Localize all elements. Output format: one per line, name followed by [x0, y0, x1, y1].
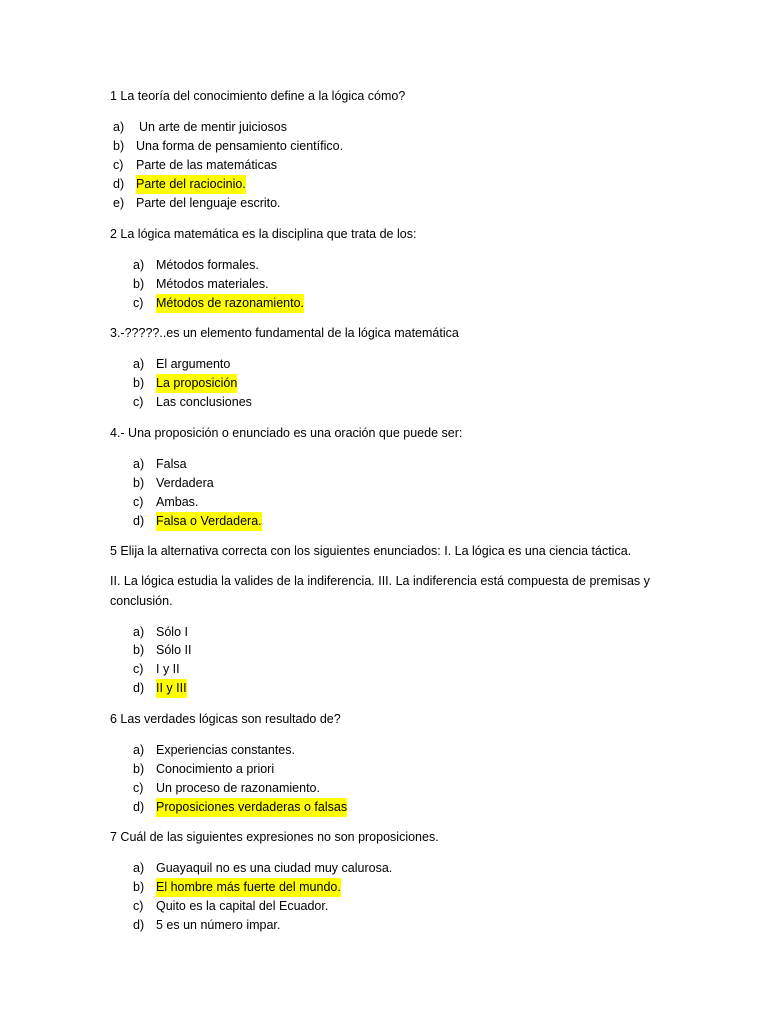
question-3-text: 3.-?????..es un elemento fundamental de la lógica matemática: [110, 326, 459, 340]
option-label: e): [113, 196, 125, 210]
option-label: c): [133, 495, 144, 509]
option-label: a): [133, 258, 145, 272]
option-text: Una forma de pensamiento científico.: [136, 139, 344, 153]
question-2-text: 2 La lógica matemática es la disciplina que trata de los:: [110, 227, 417, 241]
option-text: Métodos formales.: [156, 258, 259, 272]
option-label: c): [133, 899, 144, 913]
option-text: Parte de las matemáticas: [136, 158, 278, 172]
option-text-highlighted: La proposición: [156, 374, 237, 393]
option-label: c): [133, 296, 144, 310]
option-label: c): [113, 158, 124, 172]
option-text: Métodos materiales.: [156, 277, 269, 291]
option-text: Las conclusiones: [156, 395, 252, 409]
option-text: I y II: [156, 662, 180, 676]
option-label: b): [113, 139, 125, 153]
option-label: b): [133, 277, 145, 291]
option-label: a): [113, 120, 125, 134]
option-text: Un arte de mentir juiciosos: [139, 120, 287, 134]
option-text-highlighted: Falsa o Verdadera.: [156, 512, 262, 531]
option-label: a): [133, 357, 145, 371]
option-label: a): [133, 625, 145, 639]
option-text: Quito es la capital del Ecuador.: [156, 899, 329, 913]
option-label: c): [133, 395, 144, 409]
option-text: Parte del lenguaje escrito.: [136, 196, 281, 210]
option-label: c): [133, 781, 144, 795]
option-text: Conocimiento a priori: [156, 762, 275, 776]
option-text: Sólo I: [156, 625, 188, 639]
question-5-statements: II. La lógica estudia la valides de la indiferencia. III. La indiferencia está compuesta de premisas y conclusión.: [110, 574, 650, 608]
option-text: Guayaquil no es una ciudad muy calurosa.: [156, 861, 393, 875]
option-label: b): [133, 476, 145, 490]
option-text: 5 es un número impar.: [156, 918, 281, 932]
option-text-highlighted: Proposiciones verdaderas o falsas: [156, 798, 347, 817]
option-text: Sólo II: [156, 643, 192, 657]
option-label: d): [133, 681, 145, 695]
option-label: b): [133, 762, 145, 776]
option-text-highlighted: Parte del raciocinio.: [136, 175, 246, 194]
question-1-text: 1 La teoría del conocimiento define a la lógica cómo?: [110, 89, 406, 103]
option-label: b): [133, 376, 145, 390]
option-text: Verdadera: [156, 476, 214, 490]
option-text-highlighted: El hombre más fuerte del mundo.: [156, 878, 341, 897]
option-label: d): [133, 800, 145, 814]
option-label: d): [133, 918, 145, 932]
option-label: d): [133, 514, 145, 528]
option-text: Falsa: [156, 457, 187, 471]
option-label: d): [113, 177, 125, 191]
option-text-highlighted: Métodos de razonamiento.: [156, 294, 304, 313]
question-4-text: 4.- Una proposición o enunciado es una oración que puede ser:: [110, 426, 463, 440]
option-text: Ambas.: [156, 495, 199, 509]
option-label: a): [133, 861, 145, 875]
option-text: El argumento: [156, 357, 231, 371]
option-label: a): [133, 743, 145, 757]
option-label: c): [133, 662, 144, 676]
question-5-text: 5 Elija la alternativa correcta con los siguientes enunciados: I. La lógica es una ciencia táctica.: [110, 544, 632, 558]
question-7-text: 7 Cuál de las siguientes expresiones no son proposiciones.: [110, 830, 439, 844]
option-text: Un proceso de razonamiento.: [156, 781, 320, 795]
option-text: Experiencias constantes.: [156, 743, 295, 757]
option-label: b): [133, 880, 145, 894]
option-label: a): [133, 457, 145, 471]
option-label: b): [133, 643, 145, 657]
question-6-text: 6 Las verdades lógicas son resultado de?: [110, 712, 341, 726]
option-text-highlighted: II y III: [156, 679, 187, 698]
